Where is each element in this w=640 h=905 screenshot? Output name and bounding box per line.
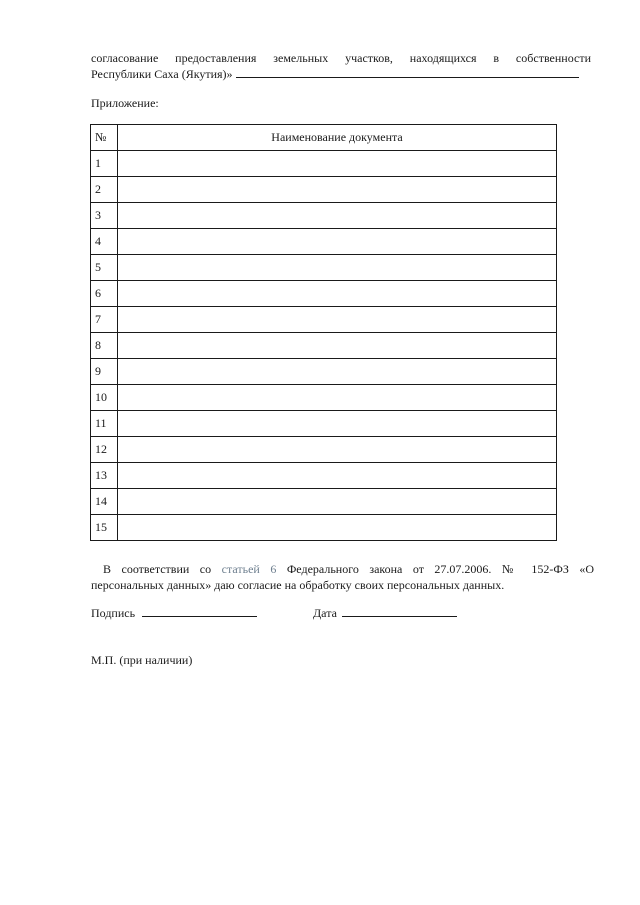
appendix-label: Приложение: xyxy=(91,96,159,110)
document-name-cell[interactable] xyxy=(118,359,557,385)
document-name-cell[interactable] xyxy=(118,333,557,359)
table-row xyxy=(91,255,557,281)
intro-line-1: согласование предоставления земельных участков, находящихся в собственности xyxy=(91,51,591,65)
table-row xyxy=(91,489,557,515)
row-number: 2 xyxy=(91,177,118,203)
table-row xyxy=(91,177,557,203)
law-article-link[interactable]: статьей 6 xyxy=(221,562,277,576)
table-row xyxy=(91,463,557,489)
document-name-cell[interactable] xyxy=(118,255,557,281)
row-number: 9 xyxy=(91,359,118,385)
column-header-name: Наименование документа xyxy=(118,125,557,151)
table-body xyxy=(91,151,557,541)
row-number: 11 xyxy=(91,411,118,437)
consent-paragraph xyxy=(91,561,594,593)
document-name-cell[interactable] xyxy=(118,229,557,255)
column-header-number: № xyxy=(91,125,118,151)
document-name-cell[interactable] xyxy=(118,385,557,411)
intro-blank-line[interactable] xyxy=(236,67,579,78)
date-field xyxy=(313,606,457,621)
document-name-cell[interactable] xyxy=(118,515,557,541)
stamp-label: М.П. (при наличии) xyxy=(91,653,193,667)
table-row xyxy=(91,151,557,177)
date-label: Дата xyxy=(313,606,337,620)
table-row xyxy=(91,515,557,541)
document-name-cell[interactable] xyxy=(118,151,557,177)
document-name-cell[interactable] xyxy=(118,203,557,229)
date-blank-line[interactable] xyxy=(342,606,457,617)
row-number: 7 xyxy=(91,307,118,333)
signature-label: Подпись xyxy=(91,606,136,620)
document-name-cell[interactable] xyxy=(118,177,557,203)
document-name-cell[interactable] xyxy=(118,307,557,333)
intro-line-2 xyxy=(91,66,591,82)
document-name-cell[interactable] xyxy=(118,437,557,463)
row-number: 13 xyxy=(91,463,118,489)
row-number: 3 xyxy=(91,203,118,229)
document-name-cell[interactable] xyxy=(118,489,557,515)
intro-paragraph xyxy=(91,50,591,82)
signature-blank-line[interactable] xyxy=(142,606,257,617)
row-number: 5 xyxy=(91,255,118,281)
document-name-cell[interactable] xyxy=(118,411,557,437)
table-row xyxy=(91,437,557,463)
table-row xyxy=(91,411,557,437)
consent-text-part1: В соответствии со xyxy=(103,562,222,576)
intro-line-2-text: Республики Саха (Якутия)» xyxy=(91,67,233,81)
documents-table xyxy=(90,124,557,541)
table-row xyxy=(91,307,557,333)
table-header-row xyxy=(91,125,557,151)
table-row xyxy=(91,229,557,255)
table-row xyxy=(91,385,557,411)
consent-text-part2: Федерального закона от 27.07.2006. № 152-ФЗ «О xyxy=(276,562,595,576)
row-number: 10 xyxy=(91,385,118,411)
document-name-cell[interactable] xyxy=(118,463,557,489)
row-number: 15 xyxy=(91,515,118,541)
row-number: 6 xyxy=(91,281,118,307)
table-row xyxy=(91,359,557,385)
row-number: 8 xyxy=(91,333,118,359)
row-number: 14 xyxy=(91,489,118,515)
signature-row xyxy=(91,606,337,621)
row-number: 4 xyxy=(91,229,118,255)
row-number: 1 xyxy=(91,151,118,177)
consent-line-1 xyxy=(91,561,594,577)
row-number: 12 xyxy=(91,437,118,463)
table-row xyxy=(91,333,557,359)
consent-line-2: персональных данных» даю согласие на обработку своих персональных данных. xyxy=(91,578,505,592)
table-row xyxy=(91,281,557,307)
table-row xyxy=(91,203,557,229)
document-name-cell[interactable] xyxy=(118,281,557,307)
